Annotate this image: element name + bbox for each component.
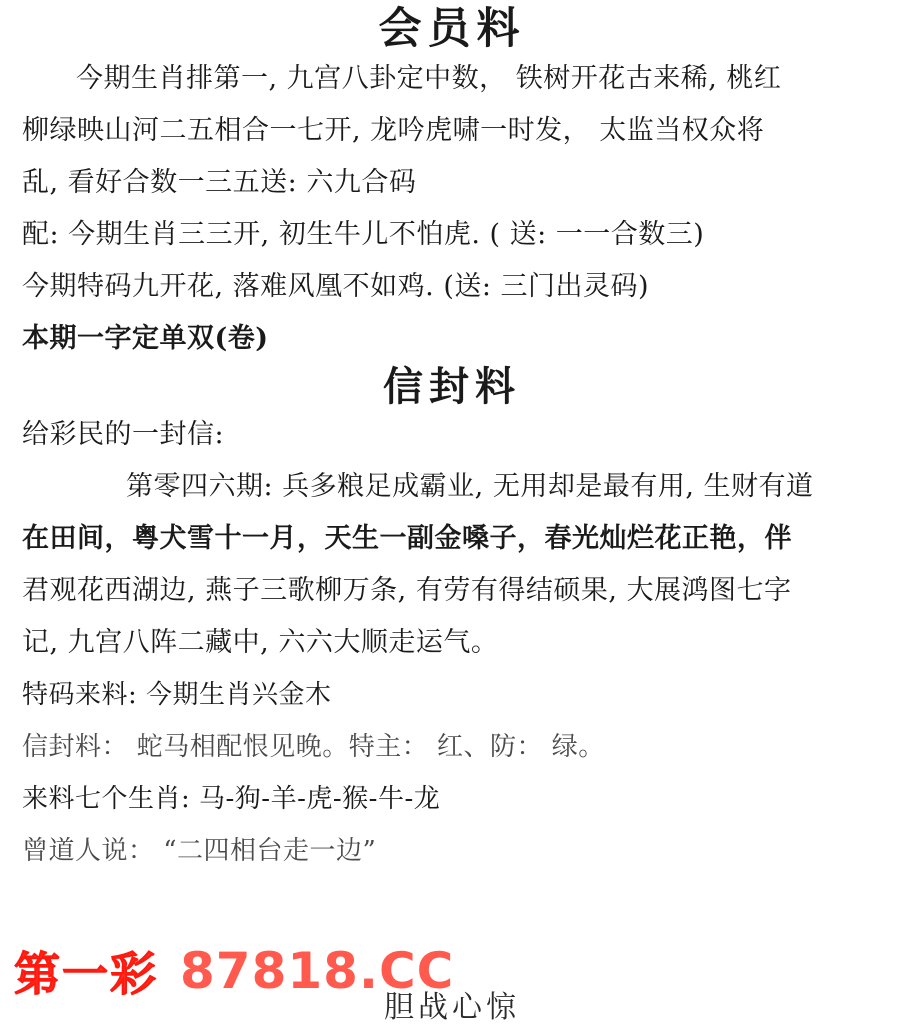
envelope-lead: 给彩民的一封信: [22,419,225,450]
member-line-5: 今期特码九开花, 落难风凰不如鸡. (送: 三门出灵码) [22,271,650,302]
footer-line-2: 信封料： 蛇马相配恨见晚。特主： 红、防： 绿。 [22,732,605,762]
watermark [14,938,454,1004]
member-line-6: 本期一字定单双(卷) [22,323,269,354]
envelope-line-1: 第零四六期: 兵多粮足成霸业, 无用却是最有用, 生财有道 [126,471,814,502]
watermark-url: 87818.CC [180,942,455,1000]
footer-line-3: 来料七个生肖: 马-狗-羊-虎-猴-牛-龙 [22,784,441,814]
envelope-line-3: 君观花西湖边, 燕子三歌柳万条, 有劳有得结硕果, 大展鸿图七字 [22,575,792,606]
member-line-3: 乱, 看好合数一三五送: 六九合码 [22,167,417,198]
footer-line-4: 曾道人说： “二四相台走一边” [22,836,377,866]
watermark-brand: 第一彩 [14,947,158,1001]
bottom-slogan: 胆战心惊 [384,990,520,1025]
section-title-member: 会员料 [378,4,526,54]
document-page [0,4,904,1032]
member-line-2: 柳绿映山河二五相合一七开, 龙吟虎啸一时发， 太监当权众将 [22,115,765,146]
envelope-line-2: 在田间，粤犬雪十一月，天生一副金嗓子，春光灿烂花正艳，伴 [22,523,792,554]
footer-line-1: 特码来料: 今期生肖兴金木 [22,680,332,710]
member-line-4: 配: 今期生肖三三开, 初生牛儿不怕虎. ( 送: 一一合数三) [22,219,705,250]
section-title-envelope: 信封料 [383,363,521,410]
member-line-1: 今期生肖排第一, 九宫八卦定中数， 铁树开花古来稀, 桃红 [76,63,782,94]
envelope-line-4: 记, 九宫八阵二藏中, 六六大顺走运气。 [22,627,499,658]
